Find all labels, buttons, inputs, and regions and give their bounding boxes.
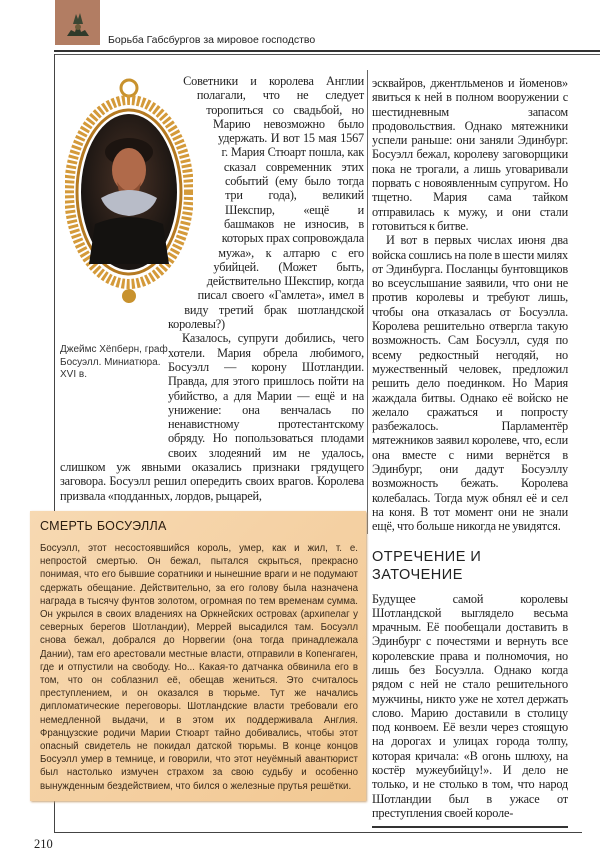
chapter-emblem [55, 0, 100, 45]
portrait-miniature-image [65, 74, 193, 310]
paragraph: эсквайров, джентльменов и йоменов» явиться к ней в полном вооружении с шестидневным запасом продовольствия. Однако мятежники успели раньше: они заняли Эдинбург. Босуэлл бежал, королеву заговорщики пока не трогали, а лишь уговаривали порвать с новоявленным супругом. Но тщетно. Мария сама тайком отправилась к мужу, и они стали готовиться к битве. [372, 76, 568, 233]
column-divider [367, 70, 368, 534]
sidebar-title: СМЕРТЬ БОСУЭЛЛА [40, 519, 167, 533]
column-end-rule [372, 826, 568, 828]
left-text-column [60, 74, 364, 503]
paragraph: И вот в первых числах июня два войска сошлись на поле в шести милях от Эдинбурга. Посланцы бунтовщиков во всеуслышание заявили, что они не против королевы и требуют лишь, чтобы она отказалась от Босуэлла. Королева решительно отвергла такую возможность. Сам Босуэлл, судя по всему редкостный негодяй, но мужественный человек, предложил решить дело поединком. Но Мария жаждала битвы. Однако её войско не желало сражаться и попросту разбежалось. Парламентёр мятежников заявил королеве, что, если она вместе с ними вернётся в Эдинбург, они дадут Босуэллу возможность бежать. Королева колебалась. Тогда муж обнял её и сел на коня. В тот момент они не знали ещё, что больше никогда не увидятся. [372, 233, 568, 534]
paragraph: Будущее самой королевы Шотландской выглядело весьма мрачным. Её пообещали доставить в Эдинбург с почестями и вернуть все королевские права и полномочия, но лишь без Босуэлла. Однако когда рядом с ней не стало решительного мужчины, никто уже не хотел держать слово. Марию доставили в столицу под конвоем. Её везли через стоящую на дорогах и улицах города толпу, которая кричала: «В огонь шлюху, на костёр мужеубийцу!». И дело не только, и не столько в том, что народ Шотландии был в ужасе от преступления своей короле- [372, 591, 568, 820]
running-title: Борьба Габсбургов за мировое господство [108, 34, 316, 46]
page-number: 210 [34, 837, 53, 851]
heraldic-emblem-icon [63, 10, 93, 40]
header-rule-thin [54, 54, 600, 55]
section-heading: ОТРЕЧЕНИЕ И ЗАТОЧЕНИЕ [372, 548, 482, 583]
section-text [372, 592, 568, 821]
paragraph: Казалось, супруги добились, чего хотели. Мария обрела любимого, Босуэлл — корону Шотландии. Правда, для этого пришлось пойти на убийство, а для Марии — ещё и на унижение: она венчалась по ненавистному протестантскому обряду. Но попользоваться плодами своих злодеяний им не удалось, слишком уж явными оказались признаки грядущего заговора. Босуэлл решил опередить своих врагов. Королева призвала «подданных, лордов, рыцарей, [60, 331, 364, 503]
header-rule [54, 50, 600, 52]
right-column [372, 76, 568, 828]
portrait-miniature [60, 74, 232, 318]
paragraph: Советники и королева Англии полагали, что не следует торопиться со свадьбой, но Марию невозможно было удержать. И вот 15 мая 1567 г. Мария Стюарт пошла, как сказал современник этих событий (ему было тогда три года), великий Шекспир, «ещё и башмаков не износив, в которых прах сопровождала мужа», к алтарю с его убийцей. (Может быть, действительно Шекспир, когда писал своего «Гамлета», имел в виду третий брак шотландской королевы?) [168, 74, 364, 332]
sidebar-box [30, 511, 366, 801]
image-caption: Джеймс Хёпберн, граф Босуэлл. Миниатюра. XVI в. [60, 344, 168, 380]
sidebar-text: Босуэлл, этот несостоявшийся король, умер, как и жил, т. е. непростой смертью. Он бежал, пытался скрыться, прекрасно понимая, что его бывшие соратники и нынешние враги и не подумают сдержать обещание. Действительно, за его голову была назначена награда в тысячу фунтов золотом, огромная по тем временам сумма. Он укрылся в своих владениях на Оркнейских островах (архипелаг у северных берегов Шотландии), Меррей высадился там. Босуэлл снова бежал, добрался до Норвегии (она тогда принадлежала Дании), там его арестовали местные власти, отправили в Копенгаген, где и отпустили на свободу. Но... Какая-то датчанка обвинила его в том, что он соблазнил её, обещав жениться. Это считалось преступлением, и он оказался в тюрьме. Тут же начались дипломатические переговоры. Шотландские власти требовали его немедленной выдачи, и в этом их поддерживала Англия. Французские родичи Марии Стюарт тайно добивались, чтобы этот опасный свидетель не покидал датской тюрьмы. В конце концов Босуэлл умер в темнице, и говорили, что этот неуёмный авантюрист был настолько измучен страхом за свою судьбу и особенно вынужденным бездействием, что бился о железные прутья решётки. [40, 543, 358, 792]
right-text-column [372, 76, 568, 534]
footer-rule [54, 832, 582, 833]
